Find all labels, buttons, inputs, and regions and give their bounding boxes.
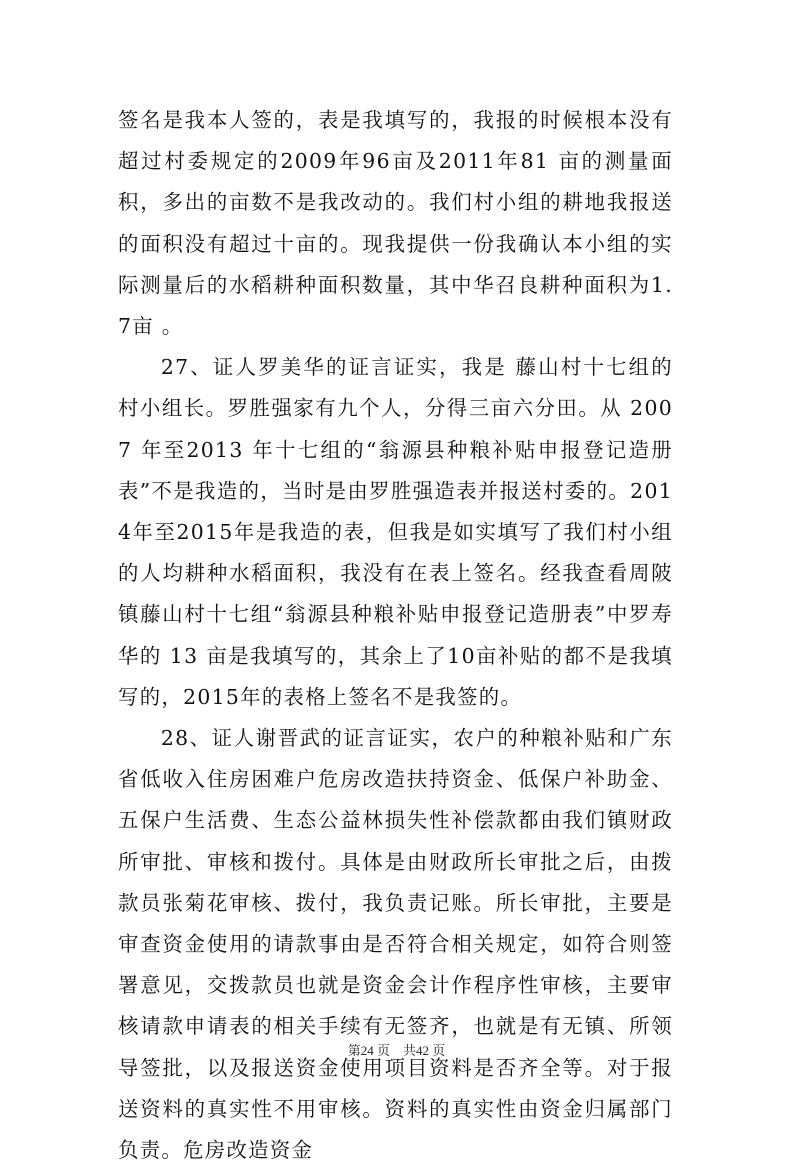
- paragraph-2: 27、证人罗美华的证言证实，我是 藤山村十七组的村小组长。罗胜强家有九个人，分得三亩六分田。从 2007 年至2013 年十七组的“翁源县种粮补贴申报登记造册表”不是我造的，当时是由罗胜强造表并报送村委的。2014年至2015年是我造的表，但我是如实填写了我们村小组的人均耕种水稻面积，我没有在表上签名。经我查看周陂镇藤山村十七组“翁源县种粮补贴申报登记造册表”中罗寿华的 13 亩是我填写的，其余上了10亩补贴的都不是我填写的，2015年的表格上签名不是我签的。: [118, 355, 673, 709]
- paragraph-1: 签名是我本人签的，表是我填写的，我报的时候根本没有超过村委规定的2009年96亩及2011年81 亩的测量面积，多出的亩数不是我改动的。我们村小组的耕地我报送的面积没有超过十亩的。现我提供一份我确认本小组的实际测量后的水稻耕种面积数量，其中华召良耕种面积为1.7亩 。: [118, 108, 673, 339]
- page-number-footer: 第24 页 共42 页: [347, 1043, 446, 1058]
- paragraph-3: 28、证人谢晋武的证言证实，农户的种粮补贴和广东省低收入住房困难户危房改造扶持资金、低保户补助金、五保户生活费、生态公益林损失性补偿款都由我们镇财政所审批、审核和拨付。具体是由财政所长审批之后，由拨款员张菊花审核、拨付，我负责记账。所长审批，主要是审查资金使用的请款事由是否符合相关规定，如符合则签署意见，交拨款员也就是资金会计作程序性审核，主要审核请款申请表的相关手续有无签齐，也就是有无镇、所领导签批，以及报送资金使用项目资料是否齐全等。对于报送资料的真实性不用审核。资料的真实性由资金归属部门负责。危房改造资金: [118, 726, 673, 1163]
